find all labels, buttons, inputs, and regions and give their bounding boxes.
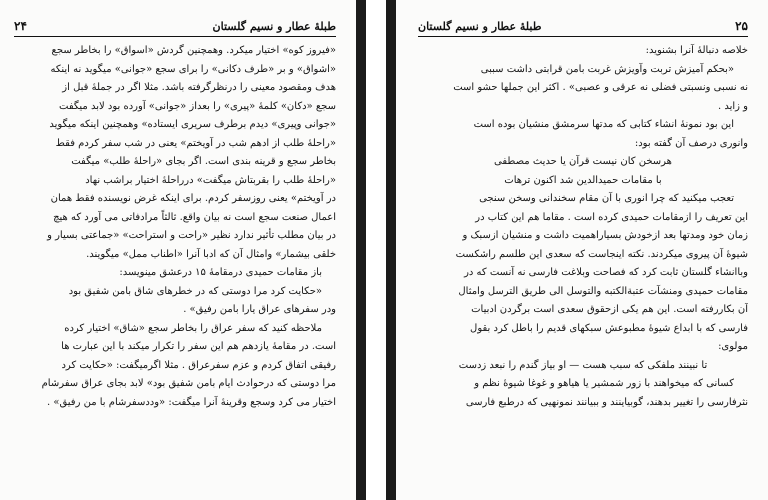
text-line: این بود نمونهٔ انشاء کتابی که مدتها سرمشق منشیان بوده است <box>473 119 734 130</box>
book-gutter-gap <box>366 0 386 500</box>
text-line: اختیار می کرد وسجع وقرینهٔ آنرا میگفت: «وددسفرشام با من رفیق» . <box>46 396 336 408</box>
text-line: بخاطر سجع و قرینه بندی است. اگر بجای «راحلهٔ طلب» میگفت <box>71 156 336 167</box>
text-line: وباانشاء گلستان ثابت کرد که فصاحت وبلاغت فارسی نه آنست که در <box>464 267 748 278</box>
page-body <box>418 42 748 412</box>
text-line: مولوی: <box>718 341 748 352</box>
page-body <box>14 42 336 412</box>
text-line: است. در مقامهٔ یازدهم هم این سفر را تکرار میکند با این عبارت ها <box>61 341 336 352</box>
page-header <box>418 16 748 37</box>
text-line: زمان خود ومدتها بعد ازخودش بسیاراهمیت داشت و منشیان ازسبک و <box>462 230 748 241</box>
text-line: مقامات حمیدی ومنشآت عتبةالکتبه والتوسل الی طریق الترسل وامثال <box>458 285 748 297</box>
right-page <box>396 0 768 500</box>
text-line: تعجب میکنید که چرا انوری با آن مقام سخندانی وسخن سنجی <box>479 193 734 204</box>
text-line: اعمال صنعت سجع است نه بیان واقع. ثالثاً مرادفاتی می آورد که هیچ <box>53 211 336 223</box>
text-line: رفیقی اتفاق کردم و عزم سفرعراق . مثلا اگرمیگفت: «حکایت کرد <box>61 359 336 371</box>
verse-line: تا نبینند ملفکی که سبب هست — او بیاز گندم را نبعد زدست <box>458 359 708 371</box>
text-line: «راحلهٔ طلب از ادهم شب در آویختم» یعنی در شب سفر کردم فقط <box>55 137 336 149</box>
book-gutter-shadow <box>356 0 366 500</box>
text-line: کسانی که میخواهند با زور شمشیر یا هیاهو و غوغا شیوهٔ نظم و <box>474 378 734 389</box>
text-line: نثرفارسی را تغییر بدهند، گوبیاینند و ببیانند نمونهیی که درطبع فارسی <box>465 396 748 408</box>
quote-line: «حکایت کرد مرا دوستی که در خطرهای شاق بامن شفیق بود <box>68 285 322 297</box>
running-title: طبلهٔ عطار و نسیم گلستان <box>212 19 336 33</box>
running-title: طبلهٔ عطار و نسیم گلستان <box>418 19 542 33</box>
text-line: باز مقامات حمیدی درمقامهٔ ۱۵ درعشق مینویسد: <box>119 267 322 278</box>
text-line: سجع «دکان» کلمهٔ «پیری» را بعداز «جوانی» آورده بود لابد میگفت <box>59 100 336 112</box>
text-line: در بیان مطلب تأثیر ندارد نظیر «راحت و استراحت» «جماعتی بسیار و <box>47 230 336 241</box>
text-line: «اشواق» و بر «طرف دکانی» را برای سجع «جوانی» میگوید نه اینکه <box>50 63 336 75</box>
text-line: هدف ومقصود معینی را درنظرگرفته باشد. مثلا اگر در جملهٔ قبل از <box>62 82 336 93</box>
verse-line: با مقامات حمیدالدین شد اکنون ترهات <box>504 174 662 186</box>
left-page <box>0 0 356 500</box>
text-line: فارسی که با ابداع شیوهٔ مطبوعش سبکهای قدیم را باطل کرد بقول <box>470 322 748 334</box>
text-line: خلاصه دنبالهٔ آنرا بشنوید: <box>645 45 748 56</box>
text-line: ملاحظه کنید که سفر عراق را بخاطر سجع «شاق» اختیار کرده <box>64 322 322 334</box>
quote-line: نه نسبی ونسبتی فضلی نه عرقی و عصبی» . اکثر این جملها حشو است <box>453 82 748 93</box>
quote-line: «بحکم آمیزش تربت وآویزش غربت بامن قرابتی داشت سببی <box>480 63 734 75</box>
text-line: و زاید . <box>717 100 748 112</box>
text-line: «جوانی وپیری» دیدم برطرف سریری ایستاده» وهمچنین اینکه میگوید <box>49 119 336 130</box>
page-number: ۲۴ <box>14 19 27 33</box>
quote-line: ودر سفرهای عراق یارا بامن رفیق» . <box>183 304 336 315</box>
text-line: خلقی بیشمار» وامثال آن که ادبا آنرا «اطناب ممل» میگویند. <box>86 248 336 260</box>
text-line: «راحلهٔ طلب را بقربتاش میگفت» درراحلهٔ اختیار براشب نهاد <box>85 174 336 186</box>
page-number: ۲۵ <box>735 19 748 33</box>
text-line: وانوری درصف آن گفته بود: <box>634 137 748 149</box>
text-line: شیوهٔ آن پیروی میکردند. نکته اینجاست که سعدی این طلسم راشکست <box>455 248 748 260</box>
text-line: «فیروز کوه» اختیار میکرد. وهمچنین گردش «اسواق» را بخاطر سجع <box>51 45 336 56</box>
text-line: در آویختم» یعنی روزسفر کردم. برای اینکه غرض نویسنده فقط همان <box>50 193 336 204</box>
verse-line: هرسخن کان نیست قرآن یا حدیث مصطفی <box>494 156 672 167</box>
book-gutter-shadow <box>386 0 396 500</box>
text-line: آن بکاررفته است. این هم یکی ازحقوق سعدی است برگردن ادبیات <box>471 304 748 315</box>
page-header <box>14 16 336 37</box>
text-line: مرا دوستی که درحوادث ایام بامن شفیق بود» لابد بجای عراق سفرشام <box>41 378 336 389</box>
text-line: این تعریف را ازمقامات حمیدی کرده است . مقاما هم این کتاب در <box>475 211 748 223</box>
